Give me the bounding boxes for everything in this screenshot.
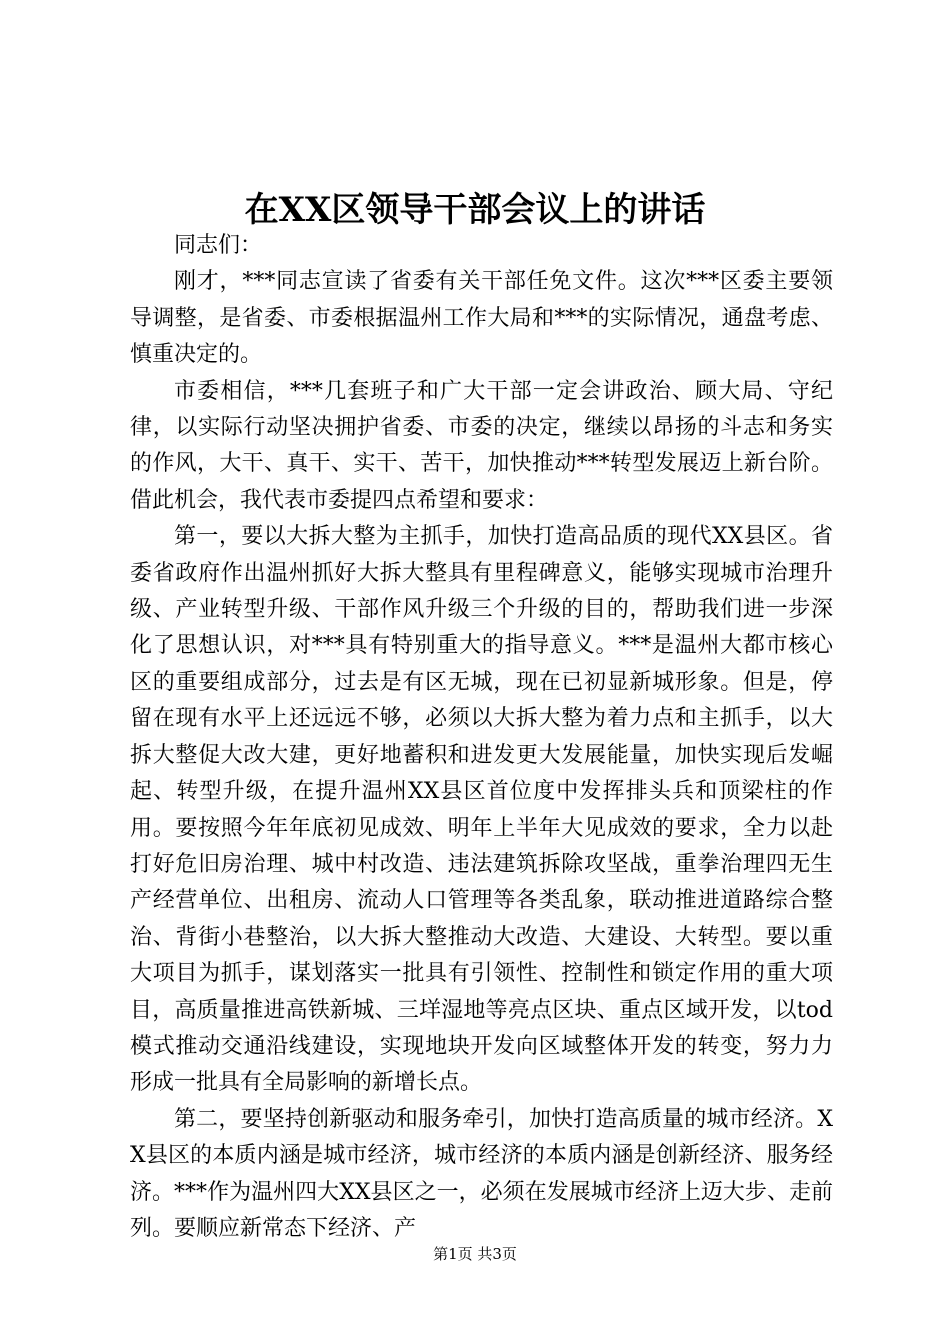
body-paragraph: 第二，要坚持创新驱动和服务牵引，加快打造高质量的城市经济。XX县区的本质内涵是城市经济，城市经济的本质内涵是创新经济、服务经济。***作为温州四大XX县区之一，必须在发展城市经济上迈大步、走前列。要顺应新常态下经济、产: [130, 1106, 833, 1241]
page-number-footer: 第1页 共3页: [433, 1245, 517, 1263]
document-title: 在XX区领导干部会议上的讲话: [244, 190, 706, 230]
body-paragraph: 市委相信，***几套班子和广大干部一定会讲政治、顾大局、守纪律，以实际行动坚决拥护省委、市委的决定，继续以昂扬的斗志和务实的作风，大干、真干、实干、苦干，加快推动***转型发展迈上新台阶。借此机会，我代表市委提四点希望和要求：: [130, 378, 833, 513]
body-paragraph: 第一，要以大拆大整为主抓手，加快打造高品质的现代XX县区。省委省政府作出温州抓好大拆大整具有里程碑意义，能够实现城市治理升级、产业转型升级、干部作风升级三个升级的目的，帮助我们进一步深化了思想认识，对***具有特别重大的指导意义。***是温州大都市核心区的重要组成部分，过去是有区无城，现在已初显新城形象。但是，停留在现有水平上还远远不够，必须以大拆大整为着力点和主抓手，以大拆大整促大改大建，更好地蓄积和进发更大发展能量，加快实现后发崛起、转型升级，在提升温州XX县区首位度中发挥排头兵和顶梁柱的作用。要按照今年年底初见成效、明年上半年大见成效的要求，全力以赴打好危旧房治理、城中村改造、违法建筑拆除攻坚战，重拳治理四无生产经营单位、出租房、流动人口管理等各类乱象，联动推进道路综合整治、背街小巷整治，以大拆大整推动大改造、大建设、大转型。要以重大项目为抓手，谋划落实一批具有引领性、控制性和锁定作用的重大项目，高质量推进高铁新城、三垟湿地等亮点区块、重点区域开发，以tod模式推动交通沿线建设，实现地块开发向区域整体开发的转变，努力力形成一批具有全局影响的新增长点。: [130, 524, 833, 1096]
body-paragraph: 刚才，***同志宣读了省委有关干部任免文件。这次***区委主要领导调整，是省委、市委根据温州工作大局和***的实际情况，通盘考虑、慎重决定的。: [130, 269, 833, 368]
document-body: [130, 228, 833, 1247]
salutation-paragraph: 同志们：: [174, 233, 263, 258]
